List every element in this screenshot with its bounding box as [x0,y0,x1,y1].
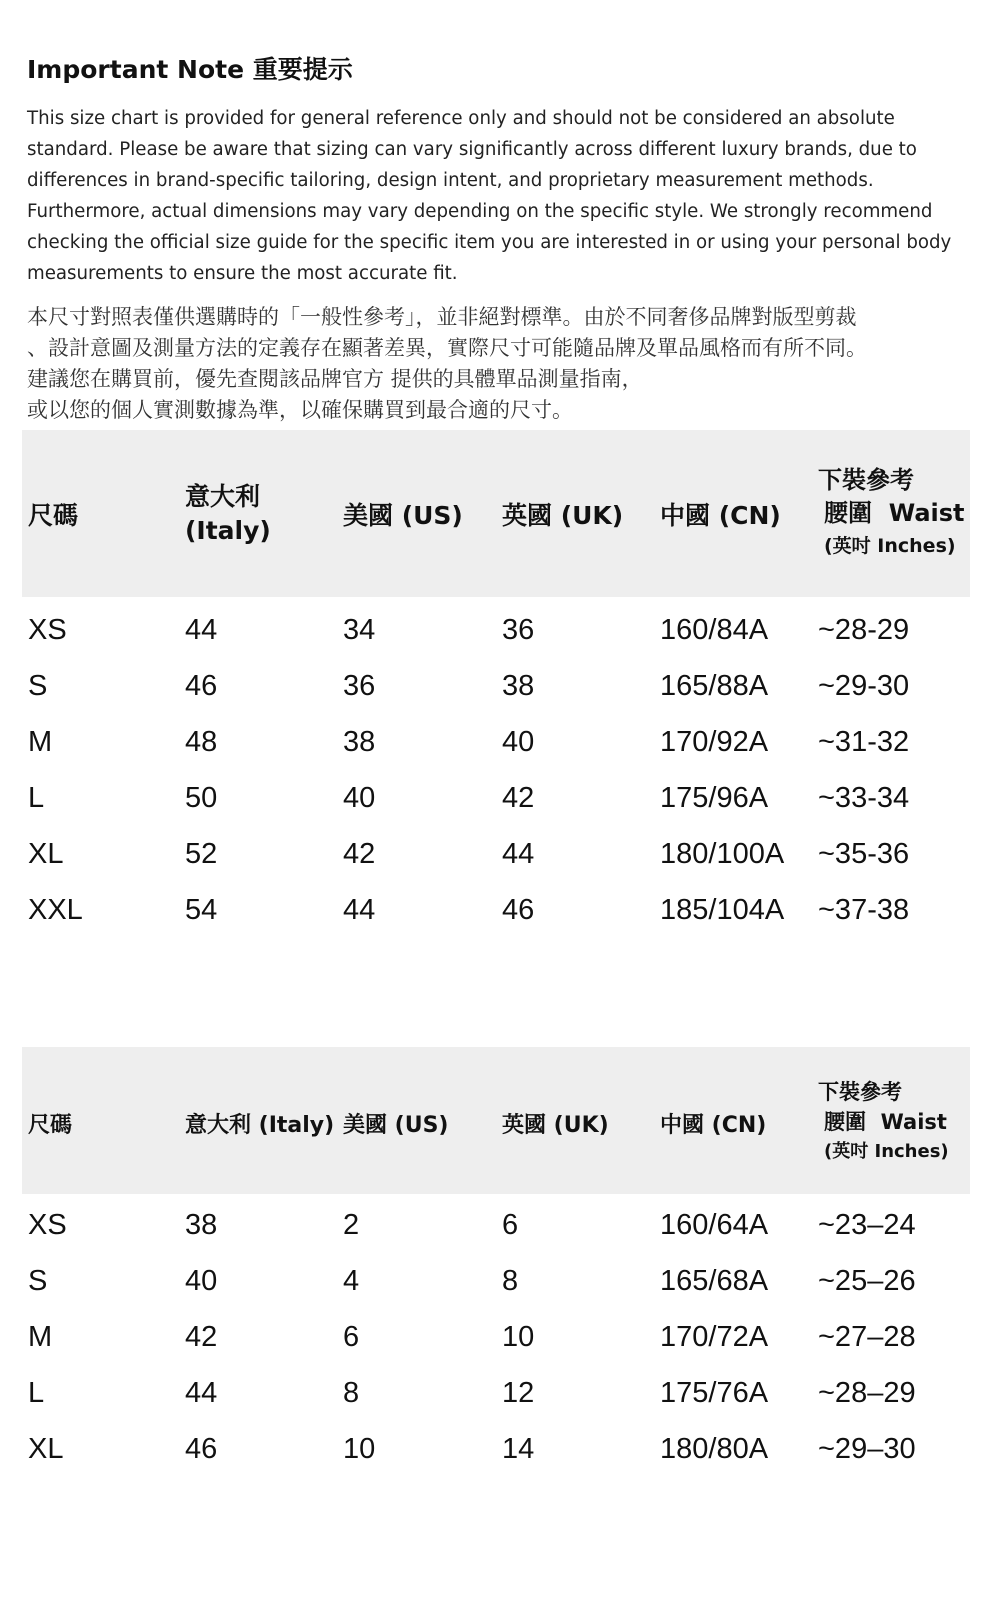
header-us: 美國 (US) [343,1113,449,1138]
table-row [22,602,970,658]
header-waist-label: 腰圍 Waist [824,499,965,527]
cell-cn: 180/80A [660,1433,769,1465]
cell-cn: 170/92A [660,726,769,758]
cell-uk: 38 [502,670,535,702]
table-header [22,1047,970,1194]
english-note-line: differences in brand-specific tailoring, design intent, and proprietary measurement methods. [27,170,874,191]
header-italy [185,480,271,548]
cell-waist: ~23–24 [818,1209,916,1241]
cell-size: S [28,1265,48,1297]
cell-uk: 14 [502,1433,535,1465]
cell-italy: 46 [185,1433,218,1465]
header-waist-ref: 下裝參考 [818,1080,902,1104]
cell-cn: 165/88A [660,670,769,702]
cell-italy: 50 [185,782,218,814]
cell-cn: 165/68A [660,1265,769,1297]
header-italy-zh: 意大利 [185,482,261,511]
cell-cn: 185/104A [660,894,785,926]
cell-uk: 46 [502,894,535,926]
header-uk: 英國 (UK) [502,501,624,530]
header-waist-ref: 下裝參考 [818,466,914,494]
cell-uk: 40 [502,726,535,758]
english-note-line: Furthermore, actual dimensions may vary depending on the specific style. We strongly recommend [27,201,933,222]
chinese-note-line: 或以您的個人實測數據為準，以確保購買到最合適的尺寸。 [27,398,573,422]
table-row [22,1197,970,1253]
header-italy-en: (Italy) [185,516,271,545]
header-waist [818,1077,949,1167]
size-table-1 [22,430,970,926]
cell-size: S [28,670,48,702]
cell-waist: ~28-29 [818,614,910,646]
cell-uk: 42 [502,782,535,814]
cell-us: 42 [343,838,376,870]
cell-waist: ~27–28 [818,1321,916,1353]
header-waist-label: 腰圍 Waist [824,1110,947,1134]
cell-waist: ~35-36 [818,838,910,870]
cell-size: M [28,726,53,758]
cell-size: M [28,1321,53,1353]
cell-us: 40 [343,782,376,814]
chinese-note-line: 建議您在購買前，優先查閱該品牌官方 提供的具體單品測量指南， [27,367,643,391]
cell-size: XS [28,1209,67,1241]
table-row [22,714,970,770]
cell-waist: ~28–29 [818,1377,916,1409]
header-cn: 中國 (CN) [660,1113,767,1138]
cell-italy: 44 [185,1377,218,1409]
header-waist [818,464,965,563]
cell-size: XL [28,838,64,870]
cell-italy: 38 [185,1209,218,1241]
cell-us: 38 [343,726,376,758]
cell-waist: ~31-32 [818,726,910,758]
cell-italy: 46 [185,670,218,702]
cell-uk: 8 [502,1265,519,1297]
table-row [22,826,970,882]
cell-size: XXL [28,894,83,926]
header-uk: 英國 (UK) [502,1113,609,1138]
header-waist-unit: (英吋 Inches) [824,1141,949,1162]
english-note-line: checking the official size guide for the specific item you are interested in or using your personal body [27,232,952,253]
cell-waist: ~29-30 [818,670,910,702]
cell-us: 44 [343,894,376,926]
cell-size: L [28,1377,45,1409]
cell-us: 34 [343,614,376,646]
header-italy: 意大利 (Italy) [185,1113,335,1138]
header-us: 美國 (US) [343,501,463,530]
cell-us: 6 [343,1321,360,1353]
size-table-2 [22,1047,970,1465]
chinese-note-line: 、設計意圖及測量方法的定義存在顯著差異，實際尺寸可能隨品牌及單品風格而有所不同。 [27,336,867,360]
cell-cn: 175/96A [660,782,769,814]
table-row [22,1253,970,1309]
cell-italy: 48 [185,726,218,758]
header-waist-unit: (英吋 Inches) [824,535,956,557]
cell-uk: 36 [502,614,535,646]
cell-cn: 160/64A [660,1209,769,1241]
cell-italy: 40 [185,1265,218,1297]
table-header [22,430,970,597]
cell-uk: 44 [502,838,535,870]
english-note-line: measurements to ensure the most accurate fit. [27,263,458,284]
note-title: Important Note 重要提示 [27,55,353,84]
cell-cn: 180/100A [660,838,785,870]
english-note-line: standard. Please be aware that sizing can vary significantly across different luxury brands, due to [27,139,917,160]
cell-size: XS [28,614,67,646]
table-row [22,1421,970,1477]
header-size: 尺碼 [28,501,79,530]
chinese-note [27,302,972,426]
cell-uk: 6 [502,1209,519,1241]
cell-us: 8 [343,1377,360,1409]
cell-italy: 44 [185,614,218,646]
table-row [22,770,970,826]
cell-size: XL [28,1433,64,1465]
cell-italy: 54 [185,894,218,926]
cell-size: L [28,782,45,814]
table-row [22,1309,970,1365]
table-row [22,658,970,714]
cell-waist: ~29–30 [818,1433,916,1465]
english-note-line: This size chart is provided for general reference only and should not be considered an absolute [27,108,895,129]
cell-us: 2 [343,1209,360,1241]
cell-uk: 12 [502,1377,535,1409]
cell-waist: ~37-38 [818,894,910,926]
cell-us: 10 [343,1433,376,1465]
cell-us: 36 [343,670,376,702]
header-cn: 中國 (CN) [660,501,781,530]
cell-cn: 170/72A [660,1321,769,1353]
cell-waist: ~33-34 [818,782,910,814]
header-size: 尺碼 [28,1113,73,1138]
cell-italy: 42 [185,1321,218,1353]
cell-cn: 160/84A [660,614,769,646]
cell-cn: 175/76A [660,1377,769,1409]
table-row [22,1365,970,1421]
cell-us: 4 [343,1265,360,1297]
chinese-note-line: 本尺寸對照表僅供選購時的「一般性參考」，並非絕對標準。由於不同奢侈品牌對版型剪裁 [27,305,857,329]
table-row [22,882,970,938]
cell-waist: ~25–26 [818,1265,916,1297]
cell-italy: 52 [185,838,218,870]
cell-uk: 10 [502,1321,535,1353]
english-note [27,103,972,289]
